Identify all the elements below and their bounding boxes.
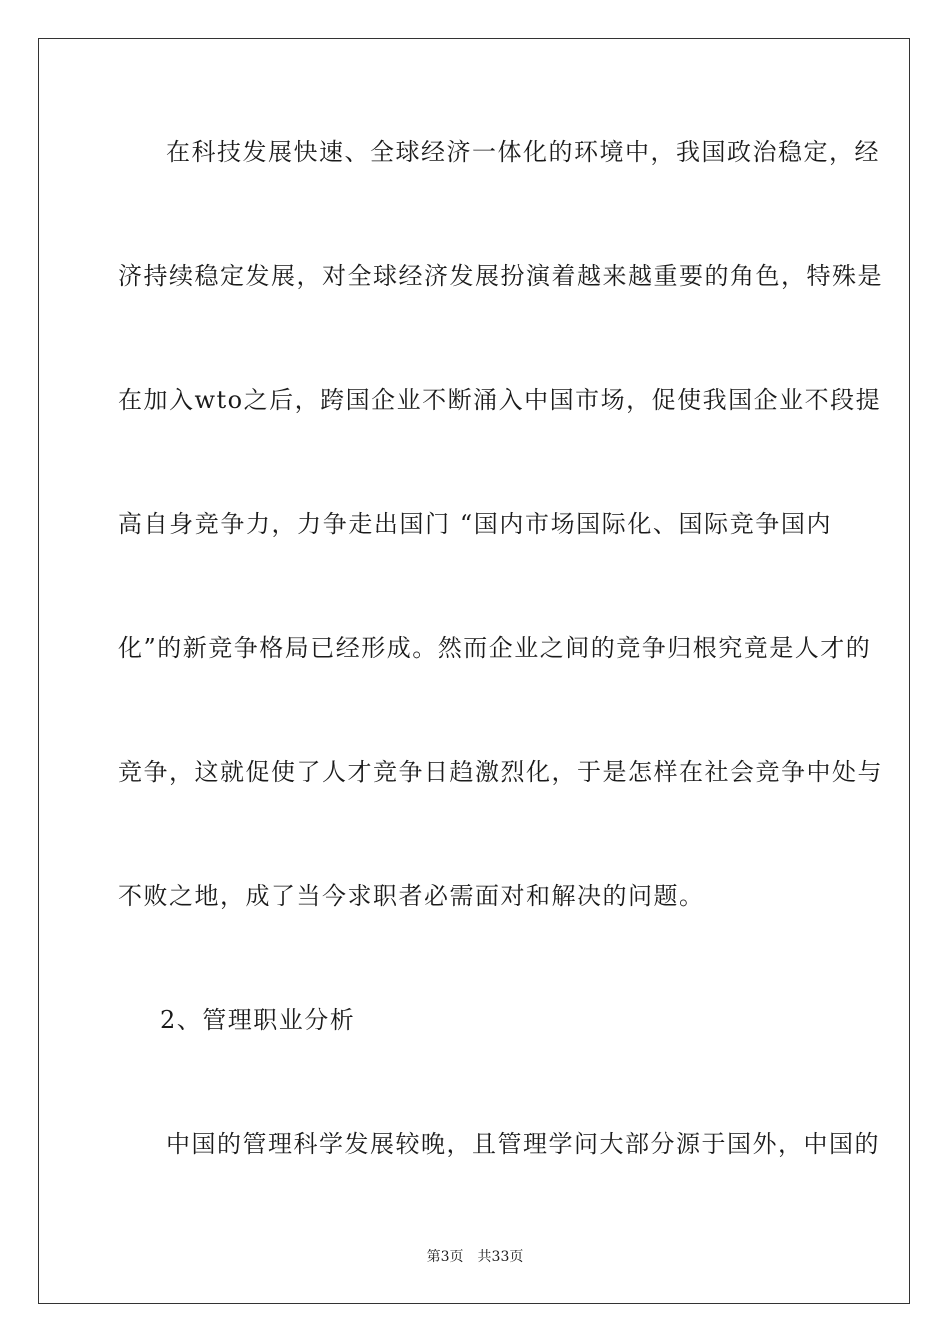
page-total: 共33页 (477, 1249, 524, 1265)
page-number: 第3页 (426, 1249, 464, 1265)
paragraph-2-line-1: 中国的管理科学发展较晚，且管理学问大部分源于国外，中国的 (166, 1130, 880, 1158)
page-footer (0, 1248, 950, 1266)
page-border (38, 38, 910, 1304)
paragraph-1-line-6: 竞争，这就促使了人才竞争日趋激烈化，于是怎样在社会竞争中处与 (118, 758, 883, 786)
paragraph-1-line-3: 在加入wto之后，跨国企业不断涌入中国市场，促使我国企业不段提 (118, 386, 882, 414)
section-heading: 2、管理职业分析 (160, 1006, 356, 1034)
paragraph-1-line-2: 济持续稳定发展，对全球经济发展扮演着越来越重要的角色，特殊是 (118, 262, 883, 290)
paragraph-1-line-5: 化”的新竞争格局已经形成。然而企业之间的竞争归根究竟是人才的 (118, 634, 872, 662)
paragraph-1-line-4: 高自身竞争力，力争走出国门 “国内市场国际化、国际竞争国内 (118, 510, 832, 538)
paragraph-1-line-7: 不败之地，成了当今求职者必需面对和解决的问题。 (118, 882, 705, 910)
paragraph-1-line-1: 在科技发展快速、全球经济一体化的环境中，我国政治稳定，经 (166, 138, 880, 166)
